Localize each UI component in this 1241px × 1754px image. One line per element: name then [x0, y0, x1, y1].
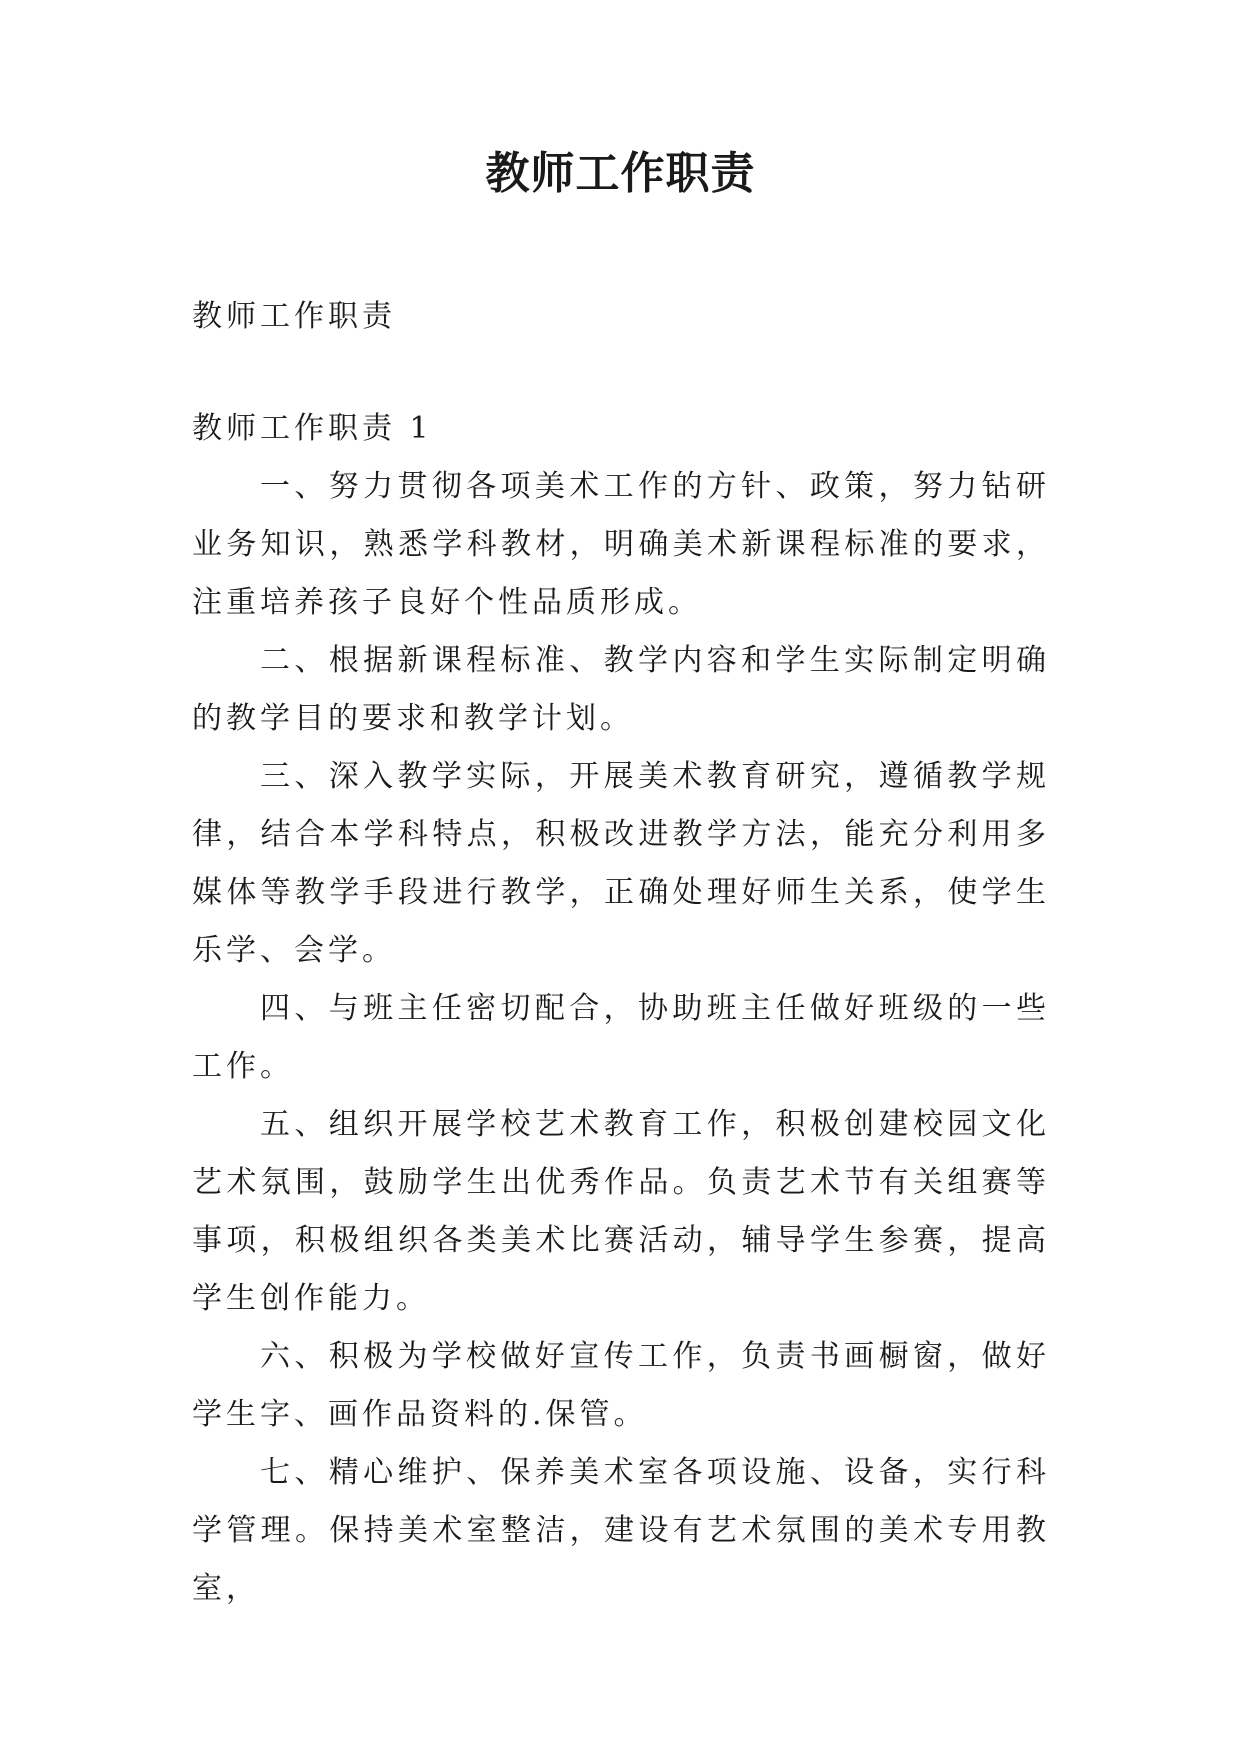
document-subtitle: 教师工作职责 — [192, 299, 396, 334]
paragraph-7: 七、精心维护、保养美术室各项设施、设备，实行科学管理。保持美术室整洁，建设有艺术氛围的美术专用教室， — [192, 1455, 1050, 1606]
paragraph-6: 六、积极为学校做好宣传工作，负责书画橱窗，做好学生字、画作品资料的.保管。 — [192, 1339, 1050, 1432]
document-title: 教师工作职责 — [485, 148, 756, 199]
document-body — [192, 400, 1050, 1618]
paragraph-3: 三、深入教学实际，开展美术教育研究，遵循教学规律，结合本学科特点，积极改进教学方法，能充分利用多媒体等教学手段进行教学，正确处理好师生关系，使学生乐学、会学。 — [192, 759, 1050, 968]
section-heading: 教师工作职责 1 — [192, 411, 433, 446]
paragraph-2: 二、根据新课程标准、教学内容和学生实际制定明确的教学目的要求和教学计划。 — [192, 643, 1050, 736]
paragraph-4: 四、与班主任密切配合，协助班主任做好班级的一些工作。 — [192, 991, 1050, 1084]
paragraph-5: 五、组织开展学校艺术教育工作，积极创建校园文化艺术氛围，鼓励学生出优秀作品。负责艺术节有关组赛等事项，积极组织各类美术比赛活动，辅导学生参赛，提高学生创作能力。 — [192, 1107, 1050, 1316]
paragraph-1: 一、努力贯彻各项美术工作的方针、政策，努力钻研业务知识，熟悉学科教材，明确美术新课程标准的要求，注重培养孩子良好个性品质形成。 — [192, 469, 1050, 620]
